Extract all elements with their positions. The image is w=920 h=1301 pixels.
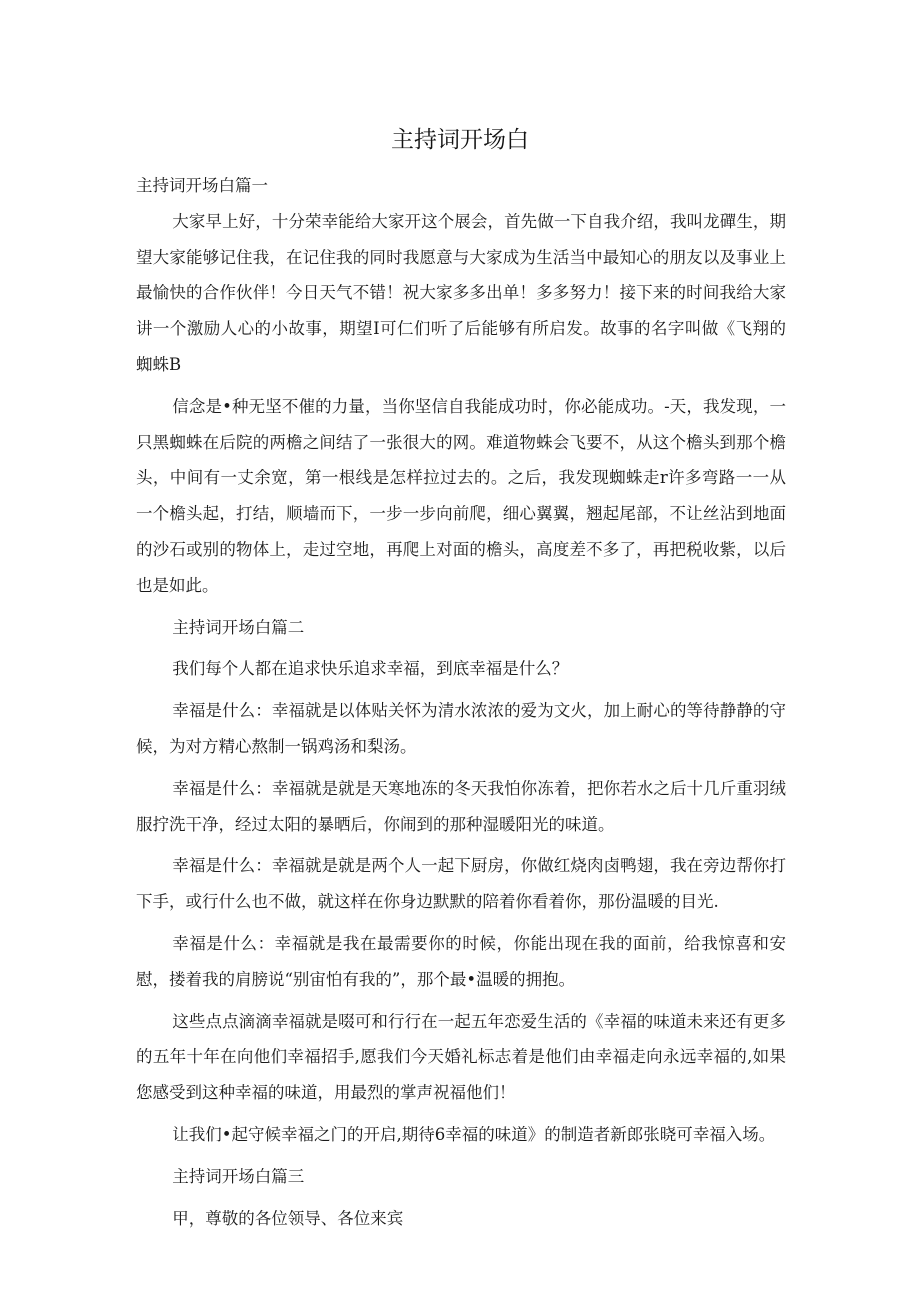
section-heading-two: 主持词开场白篇二 <box>172 617 305 637</box>
page-title: 主持词开场白 <box>391 127 529 153</box>
section-heading-one: 主持词开场白篇一 <box>136 176 268 195</box>
paragraph: 这些点点滴滴幸福就是啜可和行行在一起五年恋爱生活的《幸福的味道未来还有更多的五年十年在向他们幸福招手,愿我们今天婚礼标志着是他们由幸福走向永远幸福的,如果您感受到这种幸福的味道，用最烈的掌声祝福他们！ <box>136 1011 786 1103</box>
paragraph: 幸福是什么：幸福就是就是两个人一起下厨房，你做红烧肉卤鸭翅，我在旁边帮你打下手，或行什么也不做，就这样在你身边默默的陪着你看着你，那份温暖的目光. <box>136 856 786 912</box>
paragraph: 幸福是什么：幸福就是以体贴关怀为清水浓浓的爱为文火，加上耐心的等待静静的守候，为对方精心熬制一锅鸡汤和梨汤。 <box>136 701 786 756</box>
paragraph: 我们每个人都在追求快乐追求幸福，到底幸福是什么？ <box>172 659 569 679</box>
section-heading-three: 主持词开场白篇三 <box>172 1166 305 1186</box>
document-body <box>136 168 786 1236</box>
paragraph: 信念是•种无坚不催的力量，当你坚信自我能成功时，你必能成功。-天，我发现，一只黑蜘蛛在后院的两檐之间结了一张很大的网。难道物蛛会飞要不，从这个檐头到那个檐头，中间有一丈余宽，第一根线是怎样拉过去的。之后，我发现蜘蛛走r许多弯路一一从一个檐头起，打结，顺墙而下，一步一步向前爬，细心翼翼，翘起尾部，不让丝沾到地面的沙石或别的物体上，走过空地，再爬上对面的檐头，高度差不多了，再把税收紫，以后也是如此。 <box>136 396 786 595</box>
paragraph: 甲，尊敬的各位领导、各位来宾 <box>172 1208 404 1228</box>
paragraph: 大家早上好，十分荣幸能给大家开这个展会，首先做一下自我介绍，我叫龙磾生，期望大家能够记住我，在记住我的同时我愿意与大家成为生活当中最知心的朋友以及事业上最愉快的合作伙伴！今日天气不错！祝大家多多出单！多多努力！接下来的时间我给大家讲一个激励人心的小故事，期望I可仁们听了后能够有所启发。故事的名字叫做《飞翔的蜘蛛B <box>136 211 786 374</box>
paragraph: 让我们•起守候幸福之门的开启,期待6幸福的味道》的制造者新郎张晓可幸福入场。 <box>172 1124 776 1144</box>
paragraph: 幸福是什么：幸福就是就是天寒地冻的冬天我怕你冻着，把你若水之后十几斤重羽绒服拧洗干净，经过太阳的暴晒后，你闹到的那种湿暖阳光的味道。 <box>136 778 786 834</box>
paragraph: 幸福是什么：幸福就是我在最需要你的时候，你能出现在我的面前，给我惊喜和安慰，搂着我的肩膀说“别宙怕有我的”，那个最•温暖的拥抱。 <box>136 933 786 989</box>
